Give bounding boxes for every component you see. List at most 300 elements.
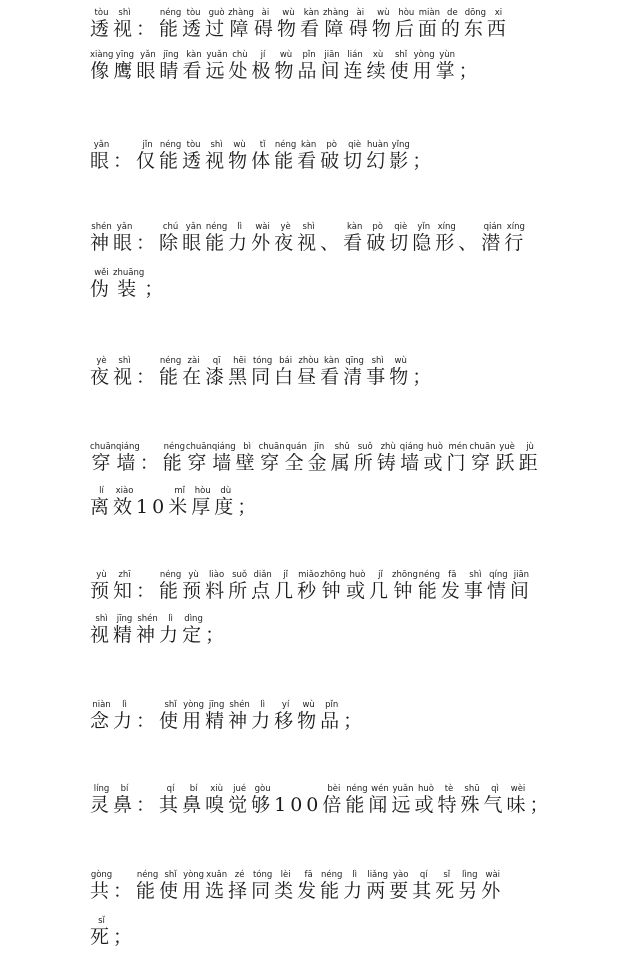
hanzi-char: 类lèi — [274, 870, 298, 902]
hanzi-char: ； — [412, 150, 436, 172]
hanzi-char: 所suǒ — [353, 442, 377, 474]
pinyin: néng — [136, 870, 160, 880]
hanzi-char: 所suǒ — [228, 570, 252, 602]
hanzi-char: 夜yè — [274, 222, 298, 254]
hanzi-char: 墙qiáng — [211, 442, 236, 474]
pinyin: qī — [205, 356, 229, 366]
hanzi-char: 物wù — [297, 700, 321, 732]
hanzi-char: 能néng — [159, 8, 183, 40]
pinyin: wù — [389, 356, 413, 366]
hanzi-char: 力lì — [343, 870, 367, 902]
hanzi-char: 或huò — [345, 570, 369, 602]
hanzi-char: 漆qī — [205, 356, 229, 388]
pinyin: wài — [481, 870, 505, 880]
hanzi-char: 后hòu — [394, 8, 418, 40]
hanzi-char: 能néng — [136, 870, 160, 902]
pinyin: tòu — [90, 8, 114, 18]
hanzi-char: 面miàn — [417, 8, 441, 40]
hanzi-char: 体tǐ — [251, 140, 275, 172]
hanzi-char: 墙qiáng — [116, 442, 140, 474]
pinyin: chuān — [469, 442, 496, 452]
hanzi-char: 同tóng — [251, 356, 275, 388]
hanzi-char: 觉jué — [228, 784, 252, 816]
pinyin: wù — [228, 140, 252, 150]
hanzi-char: 看kàn — [182, 50, 206, 82]
hanzi-char: 形xíng — [435, 222, 459, 254]
hanzi-char: 幻huàn — [366, 140, 390, 172]
pinyin: wèi — [506, 784, 530, 794]
hanzi-char: 用yòng — [182, 700, 206, 732]
hanzi-char: 秒miǎo — [297, 570, 321, 602]
pinyin: shì — [205, 140, 229, 150]
hanzi-char: ： — [136, 580, 160, 602]
pinyin: jí — [251, 50, 275, 60]
hanzi-char: 米mǐ — [168, 486, 192, 518]
hanzi-char: 行xíng — [504, 222, 528, 254]
ruby-text — [90, 356, 436, 388]
pinyin: shì — [297, 222, 321, 232]
pinyin: huò — [345, 570, 369, 580]
hanzi-char: ： — [136, 18, 160, 40]
pinyin: huàn — [366, 140, 390, 150]
entry-line — [90, 870, 620, 910]
pinyin: yīng — [113, 50, 137, 60]
ruby-text — [90, 442, 542, 474]
hanzi-char: 预yù — [182, 570, 206, 602]
pinyin: xi — [486, 8, 510, 18]
hanzi-char: ； — [458, 60, 482, 82]
hanzi-char: 事shì — [366, 356, 390, 388]
hanzi-char: 视shì — [113, 356, 137, 388]
hanzi-char: 念niàn — [90, 700, 114, 732]
hanzi-char: 过guò — [205, 8, 229, 40]
pinyin: yuè — [495, 442, 519, 452]
hanzi-char: ； — [144, 278, 168, 300]
pinyin: bèi — [322, 784, 346, 794]
hanzi-char: 离lí — [90, 486, 114, 518]
hanzi-char: 力lì — [228, 222, 252, 254]
hanzi-char: 视shì — [297, 222, 321, 254]
pinyin: zé — [228, 870, 252, 880]
hanzi-char: 切qiè — [343, 140, 367, 172]
hanzi-char: 够gòu — [251, 784, 275, 816]
hanzi-char: 能néng — [345, 784, 369, 816]
hanzi-char: ； — [529, 794, 553, 816]
hanzi-char: 神shén — [136, 614, 160, 646]
hanzi-char: 要yào — [389, 870, 413, 902]
hanzi-char: 能néng — [159, 570, 183, 602]
hanzi-char: 品pǐn — [297, 50, 321, 82]
hanzi-char: 潜qián — [481, 222, 505, 254]
hanzi-char: 预yù — [90, 570, 114, 602]
pinyin: néng — [162, 442, 186, 452]
entry-line — [90, 916, 620, 956]
pinyin: lì — [251, 700, 275, 710]
pinyin: qì — [483, 784, 507, 794]
pinyin: qián — [481, 222, 505, 232]
pinyin: zài — [182, 356, 206, 366]
hanzi-char: 续xù — [366, 50, 390, 82]
pinyin: néng — [320, 870, 344, 880]
pinyin: jù — [518, 442, 542, 452]
pinyin: qíng — [486, 570, 510, 580]
hanzi-char: 定dìng — [182, 614, 206, 646]
pinyin: liǎng — [366, 870, 390, 880]
hanzi-char: 透tòu — [182, 8, 206, 40]
hanzi-char: 倍bèi — [322, 784, 346, 816]
pinyin: wù — [276, 8, 300, 18]
pinyin: wù — [274, 50, 298, 60]
hanzi-char: 同tóng — [251, 870, 275, 902]
pinyin: xíng — [435, 222, 459, 232]
hanzi-char: 鹰yīng — [113, 50, 137, 82]
pinyin: qiáng — [399, 442, 424, 452]
hanzi-char: 鼻bí — [113, 784, 137, 816]
hanzi-char: 金jīn — [307, 442, 331, 474]
pinyin: yù — [182, 570, 206, 580]
pinyin: miàn — [417, 8, 441, 18]
hanzi-char: 钟zhōng — [320, 570, 346, 602]
pinyin: qiáng — [211, 442, 236, 452]
hanzi-char: 能néng — [205, 222, 229, 254]
hanzi-char: 使shǐ — [159, 700, 183, 732]
hanzi-char: ： — [136, 710, 160, 732]
hanzi-char: 共gòng — [90, 870, 114, 902]
hanzi-char: 墙qiáng — [399, 442, 424, 474]
pinyin: yùn — [435, 50, 459, 60]
hanzi-char: 看kàn — [299, 8, 323, 40]
pinyin: jǐ — [369, 570, 393, 580]
pinyin: lì — [159, 614, 183, 624]
hanzi-char: 殊shū — [460, 784, 484, 816]
pinyin: pǐn — [297, 50, 321, 60]
hanzi-char: 100 — [274, 794, 323, 816]
hanzi-char: 穿chuān — [258, 442, 285, 474]
hanzi-char: 几jǐ — [274, 570, 298, 602]
hanzi-char: 距jù — [518, 442, 542, 474]
pinyin: suǒ — [353, 442, 377, 452]
hanzi-char: 切qiè — [389, 222, 413, 254]
hanzi-char: 眼yǎn — [136, 50, 160, 82]
pinyin: xiàng — [90, 50, 114, 60]
pinyin: tóng — [251, 870, 275, 880]
hanzi-char: 穿chuān — [469, 442, 496, 474]
hanzi-char: ； — [113, 926, 137, 948]
pinyin: yù — [90, 570, 114, 580]
pinyin: qīng — [343, 356, 367, 366]
pinyin: zhàng — [228, 8, 254, 18]
entry-line — [90, 8, 620, 48]
hanzi-char: 另lìng — [458, 870, 482, 902]
pinyin: fā — [297, 870, 321, 880]
ruby-text — [90, 222, 528, 254]
pinyin: néng — [205, 222, 229, 232]
hanzi-char: 情qíng — [486, 570, 510, 602]
hanzi-char: 能néng — [320, 870, 344, 902]
hanzi-char: 破pò — [366, 222, 390, 254]
pinyin: jiān — [509, 570, 533, 580]
pinyin: chuān — [258, 442, 285, 452]
pinyin: zhòu — [297, 356, 321, 366]
pinyin: huò — [423, 442, 447, 452]
hanzi-char: 力lì — [159, 614, 183, 646]
pinyin: gòng — [90, 870, 114, 880]
ruby-text — [90, 486, 261, 518]
pinyin: néng — [345, 784, 369, 794]
pinyin: shén — [136, 614, 160, 624]
pinyin: yuǎn — [391, 784, 415, 794]
pinyin: jīng — [159, 50, 183, 60]
ruby-text — [90, 8, 510, 40]
hanzi-char: 眼yǎn — [90, 140, 114, 172]
hanzi-char: 极jí — [251, 50, 275, 82]
pinyin: kàn — [182, 50, 206, 60]
hanzi-char: 力lì — [251, 700, 275, 732]
hanzi-char: 品pǐn — [320, 700, 344, 732]
pinyin: mén — [446, 442, 470, 452]
pinyin: dōng — [463, 8, 487, 18]
pinyin: lèi — [274, 870, 298, 880]
hanzi-char: 壁bì — [235, 442, 259, 474]
pinyin: qí — [412, 870, 436, 880]
hanzi-char: 间jiān — [509, 570, 533, 602]
hanzi-char: 能néng — [417, 570, 441, 602]
entry-line — [90, 486, 620, 526]
pinyin: hēi — [228, 356, 252, 366]
hanzi-char: ： — [136, 794, 160, 816]
pinyin: huò — [414, 784, 438, 794]
hanzi-char: 灵líng — [90, 784, 114, 816]
pinyin: xiào — [113, 486, 137, 496]
hanzi-char: 穿chuān — [185, 442, 212, 474]
pinyin: chuān — [185, 442, 212, 452]
hanzi-char: 铸zhù — [376, 442, 400, 474]
ruby-text — [90, 784, 553, 816]
pinyin: quán — [284, 442, 308, 452]
ruby-text — [90, 700, 367, 732]
hanzi-char: 厚hòu — [191, 486, 215, 518]
pinyin: néng — [159, 356, 183, 366]
pinyin: wén — [368, 784, 392, 794]
hanzi-char: 掌yùn — [435, 50, 459, 82]
hanzi-char: 特tè — [437, 784, 461, 816]
pinyin: yǐn — [412, 222, 436, 232]
hanzi-char: 、 — [458, 232, 482, 254]
pinyin: de — [440, 8, 464, 18]
hanzi-char: 视shì — [90, 614, 114, 646]
pinyin: lì — [113, 700, 137, 710]
hanzi-char: 鼻bí — [182, 784, 206, 816]
hanzi-char: 白bái — [274, 356, 298, 388]
pinyin: dìng — [182, 614, 206, 624]
pinyin: tè — [437, 784, 461, 794]
pinyin: yuǎn — [205, 50, 229, 60]
hanzi-char: 睛jīng — [159, 50, 183, 82]
hanzi-char: 跃yuè — [495, 442, 519, 474]
pinyin: xiù — [205, 784, 229, 794]
hanzi-char: 效xiào — [113, 486, 137, 518]
pinyin: shǐ — [159, 870, 183, 880]
entry-line — [90, 570, 620, 610]
pinyin: néng — [159, 8, 183, 18]
pinyin: jīng — [113, 614, 137, 624]
pinyin: néng — [159, 140, 183, 150]
hanzi-char: 能néng — [162, 442, 186, 474]
pinyin: lí — [90, 486, 114, 496]
pinyin: tóng — [251, 356, 275, 366]
entry-line — [90, 356, 620, 396]
pinyin: yǎn — [113, 222, 137, 232]
pinyin: wài — [251, 222, 275, 232]
hanzi-char: 看kàn — [297, 140, 321, 172]
pinyin: shì — [463, 570, 487, 580]
hanzi-char: ； — [343, 710, 367, 732]
hanzi-char: 死sǐ — [90, 916, 114, 948]
pinyin: shì — [113, 356, 137, 366]
hanzi-char: 味wèi — [506, 784, 530, 816]
pinyin: jǐn — [136, 140, 160, 150]
hanzi-char: 除chú — [159, 222, 183, 254]
hanzi-char: 择zé — [228, 870, 252, 902]
pinyin: jiān — [320, 50, 344, 60]
hanzi-char: 或huò — [414, 784, 438, 816]
hanzi-char: 闻wén — [368, 784, 392, 816]
hanzi-char: 死sǐ — [435, 870, 459, 902]
hanzi-char: 发fā — [440, 570, 464, 602]
pinyin: lìng — [458, 870, 482, 880]
hanzi-char: ： — [136, 232, 160, 254]
entry-line — [90, 268, 620, 308]
hanzi-char: 能néng — [159, 140, 183, 172]
pinyin: yǎn — [182, 222, 206, 232]
pinyin: xuǎn — [205, 870, 229, 880]
pinyin: yǐng — [389, 140, 413, 150]
pinyin: pǐn — [320, 700, 344, 710]
hanzi-char: 西xi — [486, 8, 510, 40]
hanzi-char: ： — [139, 452, 163, 474]
hanzi-char: 物wù — [274, 50, 298, 82]
hanzi-char: 外wài — [251, 222, 275, 254]
pinyin: chuān — [90, 442, 117, 452]
hanzi-char: 门mén — [446, 442, 470, 474]
hanzi-char: 碍ài — [253, 8, 277, 40]
pinyin: shì — [113, 8, 137, 18]
hanzi-char: 其qí — [412, 870, 436, 902]
hanzi-char: 力lì — [113, 700, 137, 732]
hanzi-char: 发fā — [297, 870, 321, 902]
pinyin: sǐ — [435, 870, 459, 880]
pinyin: shǔ — [330, 442, 354, 452]
hanzi-char: 几jǐ — [369, 570, 393, 602]
pinyin: ài — [348, 8, 372, 18]
hanzi-char: 眼yǎn — [113, 222, 137, 254]
hanzi-char: 仅jǐn — [136, 140, 160, 172]
pinyin: kàn — [297, 140, 321, 150]
pinyin: yào — [389, 870, 413, 880]
pinyin: yè — [90, 356, 114, 366]
hanzi-char: 使shǐ — [389, 50, 413, 82]
hanzi-char: 障zhàng — [322, 8, 349, 40]
pinyin: pò — [320, 140, 344, 150]
pinyin: suǒ — [228, 570, 252, 580]
pinyin: ài — [253, 8, 277, 18]
pinyin: qiè — [343, 140, 367, 150]
hanzi-char: 知zhī — [113, 570, 137, 602]
pinyin: tòu — [182, 8, 206, 18]
pinyin: qí — [159, 784, 183, 794]
hanzi-char: 其qí — [159, 784, 183, 816]
hanzi-char: 、 — [320, 232, 344, 254]
pinyin: diǎn — [251, 570, 275, 580]
pinyin: yí — [274, 700, 298, 710]
pinyin: tòu — [182, 140, 206, 150]
hanzi-char: ： — [136, 366, 160, 388]
pinyin: yǎn — [136, 50, 160, 60]
hanzi-char: 透tòu — [90, 8, 114, 40]
hanzi-char: 破pò — [320, 140, 344, 172]
hanzi-char: 嗅xiù — [205, 784, 229, 816]
pinyin: kàn — [343, 222, 367, 232]
ruby-text — [90, 268, 168, 300]
entry-line — [90, 784, 620, 824]
entry-line — [90, 442, 620, 482]
hanzi-char: 或huò — [423, 442, 447, 474]
ruby-text — [90, 570, 533, 602]
pinyin: jǐ — [274, 570, 298, 580]
hanzi-char: 用yòng — [412, 50, 436, 82]
pinyin: guò — [205, 8, 229, 18]
pinyin: néng — [274, 140, 298, 150]
pinyin: yòng — [182, 870, 206, 880]
pinyin: zhōng — [392, 570, 418, 580]
pinyin: shū — [460, 784, 484, 794]
pinyin: zhàng — [322, 8, 349, 18]
hanzi-char: 眼yǎn — [182, 222, 206, 254]
pinyin: yòng — [412, 50, 436, 60]
entry-line — [90, 700, 620, 740]
pinyin: qiáng — [116, 442, 140, 452]
pinyin: zhù — [376, 442, 400, 452]
pinyin: shì — [366, 356, 390, 366]
hanzi-char: 障zhàng — [228, 8, 254, 40]
hanzi-char: 外wài — [481, 870, 505, 902]
pinyin: jīn — [307, 442, 331, 452]
hanzi-char: 视shì — [205, 140, 229, 172]
pinyin: xù — [366, 50, 390, 60]
pinyin: yòng — [182, 700, 206, 710]
hanzi-char: 看kàn — [320, 356, 344, 388]
hanzi-char: 东dōng — [463, 8, 487, 40]
hanzi-char: 两liǎng — [366, 870, 390, 902]
hanzi-char: 清qīng — [343, 356, 367, 388]
hanzi-char: 物wù — [371, 8, 395, 40]
pinyin: sǐ — [90, 916, 114, 926]
hanzi-char: 料liào — [205, 570, 229, 602]
hanzi-char: 碍ài — [348, 8, 372, 40]
entry-line — [90, 50, 620, 90]
pinyin: dù — [214, 486, 238, 496]
hanzi-char: 穿chuān — [90, 442, 117, 474]
pinyin: zhōng — [320, 570, 346, 580]
pinyin: shì — [90, 614, 113, 624]
hanzi-char: 黑hēi — [228, 356, 252, 388]
pinyin: fā — [440, 570, 464, 580]
pinyin: xíng — [504, 222, 528, 232]
pinyin: jīng — [205, 700, 229, 710]
ruby-text — [90, 50, 482, 82]
ruby-text — [90, 870, 505, 902]
hanzi-char: 物wù — [389, 356, 413, 388]
